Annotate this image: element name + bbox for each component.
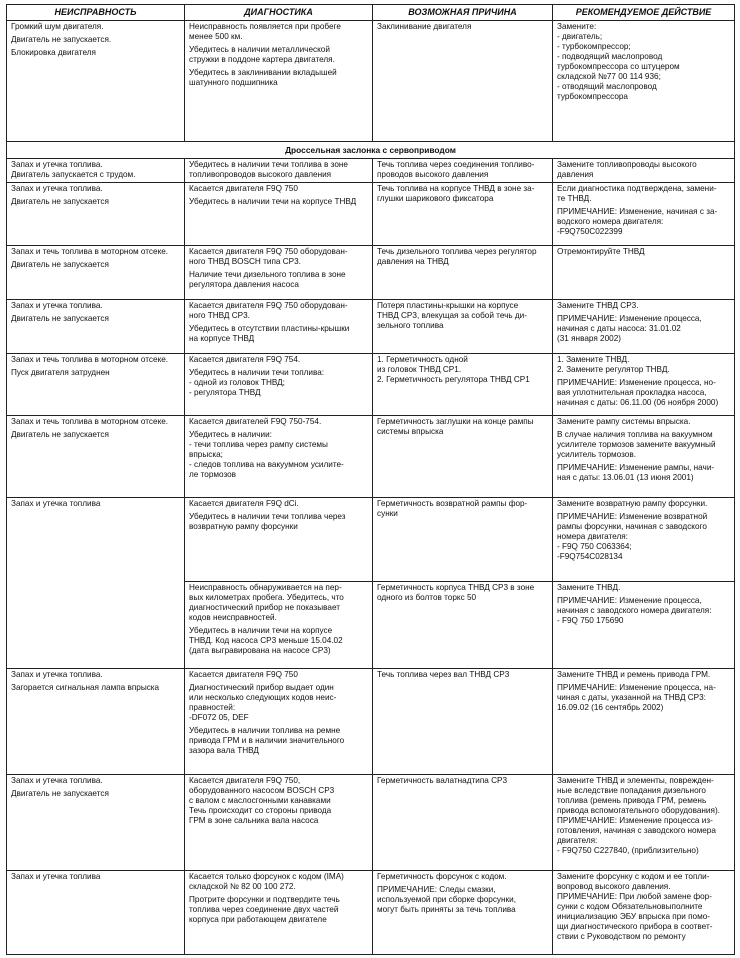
action-cell: [553, 669, 735, 775]
diagnostics-text: Убедитесь в заклинивании вкладышей шатунного подшипника: [189, 68, 337, 87]
fault-text: Двигатель не запускается.: [11, 35, 112, 44]
fault-text: Двигатель не запускается: [11, 430, 109, 439]
table-row: [7, 354, 735, 416]
action-cell: [553, 416, 735, 498]
cause-text: Герметичность возвратной рампы фор- сунки: [377, 499, 528, 518]
action-text: Если диагностика подтверждена, замени- те ТНВД.: [557, 184, 717, 203]
cause-text: ПРИМЕЧАНИЕ: Следы смазки, используемой при сборке форсунки, могут быть приняты за течь топлива: [377, 885, 516, 914]
cause-text: Герметичность форсунок с кодом.: [377, 872, 507, 881]
fault-text: Двигатель не запускается: [11, 789, 109, 798]
header-row: [7, 5, 735, 21]
action-cell: [553, 183, 735, 246]
diagnostics-text: Касается двигателя F9Q 754.: [189, 355, 301, 364]
diagnostics-text: Касается двигателя F9Q 750 оборудован- ного ТНВД BOSCH типа CP3.: [189, 247, 348, 266]
fault-text: Запах и утечка топлива: [11, 499, 101, 508]
fault-cell: [7, 416, 185, 498]
diagnostics-cell: [185, 669, 373, 775]
action-text: Замените ТНВД.: [557, 583, 621, 592]
diagnostics-text: Касается двигателя F9Q 750: [189, 670, 298, 679]
cause-cell: [373, 354, 553, 416]
action-text: Замените: - двигатель; - турбокомпрессор; - подводящий маслопровод турбокомпрессора со штуцером складской №77 00 114 936; - отводящий маслопровод турбокомпрессора: [557, 22, 680, 101]
cause-cell: [373, 775, 553, 871]
table-row: [7, 498, 735, 582]
action-cell: [553, 582, 735, 669]
fault-text: Громкий шум двигателя.: [11, 22, 104, 31]
action-text: 1. Замените ТНВД. 2. Замените регулятор ТНВД.: [557, 355, 670, 374]
diagnostics-cell: [185, 582, 373, 669]
diagnostics-text: Касается только форсунок с кодом (IMA) складской № 82 00 100 272.: [189, 872, 344, 891]
header-diagnostics: ДИАГНОСТИКА: [185, 5, 373, 21]
cause-cell: [373, 246, 553, 300]
fault-text: Двигатель не запускается: [11, 197, 109, 206]
action-text: Замените возвратную рампу форсунки.: [557, 499, 708, 508]
diagnostics-text: Неисправность появляется при пробеге менее 500 км.: [189, 22, 341, 41]
action-text: В случае наличия топлива на вакуумном усилителе тормозов замените вакуумный усилитель тормозов.: [557, 430, 716, 459]
diagnostics-text: Убедитесь в наличии течи на корпусе ТНВД. Код насоса CP3 меньше 15.04.02 (дата выгравирована на насосе CP3): [189, 626, 343, 655]
cause-cell: [373, 669, 553, 775]
table-row: [7, 159, 735, 183]
diagnostics-text: Касается двигателя F9Q dCi.: [189, 499, 299, 508]
diagnostics-cell: [185, 416, 373, 498]
action-text: ПРИМЕЧАНИЕ: Изменение процесса, начиная с заводского номера двигателя: - F9Q 750 175690: [557, 596, 712, 625]
cause-text: Герметичность заглушки на конце рампы системы впрыска: [377, 417, 534, 436]
page: [6, 4, 734, 955]
fault-text: Двигатель не запускается: [11, 260, 109, 269]
diagnostics-text: Касается двигателя F9Q 750 оборудован- ного ТНВД CP3.: [189, 301, 348, 320]
cause-cell: [373, 416, 553, 498]
diagnostics-text: Диагностический прибор выдает один или несколько следующих кодов неис- правностей: -DF072 05, DEF: [189, 683, 337, 722]
fault-cell: [7, 871, 185, 955]
action-cell: [553, 775, 735, 871]
diagnostics-cell: [185, 21, 373, 142]
diagnostics-text: Убедитесь в наличии течи топлива в зоне топливопроводов высокого давления: [189, 160, 348, 179]
action-cell: [553, 498, 735, 582]
diagnostics-text: Убедитесь в наличии течи топлива через возвратную рампу форсунки: [189, 512, 346, 531]
diagnostics-cell: [185, 354, 373, 416]
action-text: Замените ТНВД CP3.: [557, 301, 639, 310]
diagnostics-text: Убедитесь в наличии металлической стружки в поддоне картера двигателя.: [189, 45, 335, 64]
diagnostics-text: Касается двигателей F9Q 750-754.: [189, 417, 322, 426]
action-cell: [553, 246, 735, 300]
diagnostics-text: Убедитесь в наличии течи топлива: - одной из головок ТНВД; - регулятора ТНВД: [189, 368, 325, 397]
cause-cell: [373, 582, 553, 669]
cause-text: Течь топлива через вал ТНВД CP3: [377, 670, 510, 679]
fault-cell: [7, 669, 185, 775]
cause-text: 1. Герметичность одной из головок ТНВД CP1. 2. Герметичность регулятора ТНВД CP1: [377, 355, 530, 384]
fault-text: Блокировка двигателя: [11, 48, 96, 57]
action-text: ПРИМЕЧАНИЕ: Изменение процесса, но- вая уплотнительная прокладка насоса, начиная с даты: 06.11.00 (06 ноября 2000): [557, 378, 719, 407]
section-row: [7, 142, 735, 159]
action-text: Замените ТНВД и ремень привода ГРМ.: [557, 670, 711, 679]
diagnostics-text: Наличие течи дизельного топлива в зоне регулятора давления насоса: [189, 270, 346, 289]
diagnostics-text: Касается двигателя F9Q 750, оборудованного насосом BOSCH CP3 с валом с маслосгонными канавками Течь происходит со стороны привода ГРМ в зоне сальника вала насоса: [189, 776, 335, 825]
fault-cell: [7, 300, 185, 354]
table-row: [7, 300, 735, 354]
cause-text: Течь топлива на корпусе ТНВД в зоне за- глушки шарикового фиксатора: [377, 184, 535, 203]
header-fault: НЕИСПРАВНОСТЬ: [7, 5, 185, 21]
fault-cell: [7, 775, 185, 871]
table-row: [7, 669, 735, 775]
diagnostics-text: Убедитесь в наличии топлива на ремне привода ГРМ и в наличии значительного зазора вала ТНВД: [189, 726, 345, 755]
cause-cell: [373, 498, 553, 582]
cause-cell: [373, 159, 553, 183]
fault-text: Запах и течь топлива в моторном отсеке.: [11, 247, 169, 256]
action-text: Замените рампу системы впрыска.: [557, 417, 691, 426]
fault-text: Запах и утечка топлива.: [11, 670, 103, 679]
cause-cell: [373, 21, 553, 142]
cause-cell: [373, 300, 553, 354]
cause-text: Заклинивание двигателя: [377, 22, 472, 31]
fault-cell: [7, 159, 185, 183]
fault-text: Загорается сигнальная лампа впрыска: [11, 683, 160, 692]
action-text: ПРИМЕЧАНИЕ: Изменение, начиная с за- водского номера двигателя: -F9Q750C022399: [557, 207, 718, 236]
diagnostics-text: Неисправность обнаруживается на пер- вых километрах пробега. Убедитесь, что диагностический прибор не показывает кодов неисправностей.: [189, 583, 344, 622]
header-action: РЕКОМЕНДУЕМОЕ ДЕЙСТВИЕ: [553, 5, 735, 21]
fault-cell: [7, 21, 185, 142]
action-text: Замените ТНВД и элементы, поврежден- ные вследствие попадания дизельного топлива (ремень привода ГРМ, ремень привода вспомогательного оборудования). ПРИМЕЧАНИЕ: Изменение процесса из- готовления, начиная с заводского номера двигателя: - F9Q750 C227840, (приблизительно): [557, 776, 720, 855]
diagnostics-cell: [185, 300, 373, 354]
cause-text: Течь топлива через соединения топливо- проводов высокого давления: [377, 160, 535, 179]
header-cause: ВОЗМОЖНАЯ ПРИЧИНА: [373, 5, 553, 21]
diagnostics-cell: [185, 246, 373, 300]
fault-cell: [7, 246, 185, 300]
diagnostics-cell: [185, 498, 373, 582]
action-cell: [553, 354, 735, 416]
cause-text: Герметичность валатнадтипа CP3: [377, 776, 508, 785]
table-row: [7, 246, 735, 300]
fault-text: Запах и утечка топлива.: [11, 776, 103, 785]
diagnostics-cell: [185, 183, 373, 246]
fault-text: Двигатель не запускается: [11, 314, 109, 323]
diagnostics-text: Убедитесь в наличии: - течи топлива через рампу системы впрыска; - следов топлива на вакуумном усилите- ле тормозов: [189, 430, 344, 479]
diagnostics-cell: [185, 159, 373, 183]
fault-text: Запах и течь топлива в моторном отсеке.: [11, 355, 169, 364]
diagnostics-text: Убедитесь в наличии течи на корпусе ТНВД: [189, 197, 357, 206]
fault-cell: [7, 498, 185, 669]
fault-text: Запах и утечка топлива. Двигатель запускается с трудом.: [11, 160, 136, 179]
action-text: ПРИМЕЧАНИЕ: Изменение возвратной рампы форсунки, начиная с заводского номера двигателя: - F9Q 750 C063364; -F9Q754C028134: [557, 512, 708, 561]
diagnostics-cell: [185, 871, 373, 955]
table-row: [7, 416, 735, 498]
diagnostics-text: Убедитесь в отсутствии пластины-крышки на корпусе ТНВД: [189, 324, 350, 343]
action-text: ПРИМЕЧАНИЕ: Изменение процесса, на- чиная с даты, указанной на ТНВД CP3: 16.09.02 (16 сентябрь 2002): [557, 683, 716, 712]
fault-text: Запах и утечка топлива.: [11, 184, 103, 193]
action-cell: [553, 21, 735, 142]
diagnostics-text: Протрите форсунки и подтвердите течь топлива через соединение двух частей корпуса при работающем двигателе: [189, 895, 340, 924]
cause-cell: [373, 871, 553, 955]
fault-text: Запах и утечка топлива: [11, 872, 101, 881]
table-row: [7, 183, 735, 246]
cause-cell: [373, 183, 553, 246]
table-row: [7, 21, 735, 142]
action-text: ПРИМЕЧАНИЕ: Изменение рампы, начи- ная с даты: 13.06.01 (13 июня 2001): [557, 463, 715, 482]
action-text: Замените топливопроводы высокого давления: [557, 160, 697, 179]
fault-cell: [7, 354, 185, 416]
cause-text: Течь дизельного топлива через регулятор давления на ТНВД: [377, 247, 537, 266]
fault-table: [6, 4, 735, 955]
action-text: Отремонтируйте ТНВД: [557, 247, 645, 256]
action-text: ПРИМЕЧАНИЕ: Изменение процесса, начиная с даты насоса: 31.01.02 (31 января 2002): [557, 314, 702, 343]
fault-cell: [7, 183, 185, 246]
action-cell: [553, 300, 735, 354]
action-text: Замените форсунку с кодом и ее топли- вопровод высокого давления. ПРИМЕЧАНИЕ: При любой замене фор- сунки с кодом Обязательновыполните инициализацию ЭБУ впрыска при помо- щи диагностического прибора в соответ- ствии с Руководством по ремонту: [557, 872, 713, 941]
section-title: Дроссельная заслонка с сервоприводом: [7, 142, 735, 159]
table-row: [7, 775, 735, 871]
action-cell: [553, 159, 735, 183]
cause-text: Потеря пластины-крышки на корпусе ТНВД CP3, влекущая за собой течь ди- зельного топлива: [377, 301, 527, 330]
diagnostics-cell: [185, 775, 373, 871]
table-row: [7, 871, 735, 955]
fault-text: Запах и утечка топлива.: [11, 301, 103, 310]
diagnostics-text: Касается двигателя F9Q 750: [189, 184, 298, 193]
fault-text: Пуск двигателя затруднен: [11, 368, 110, 377]
fault-text: Запах и течь топлива в моторном отсеке.: [11, 417, 169, 426]
cause-text: Герметичность корпуса ТНВД CP3 в зоне одного из болтов торкс 50: [377, 583, 535, 602]
action-cell: [553, 871, 735, 955]
